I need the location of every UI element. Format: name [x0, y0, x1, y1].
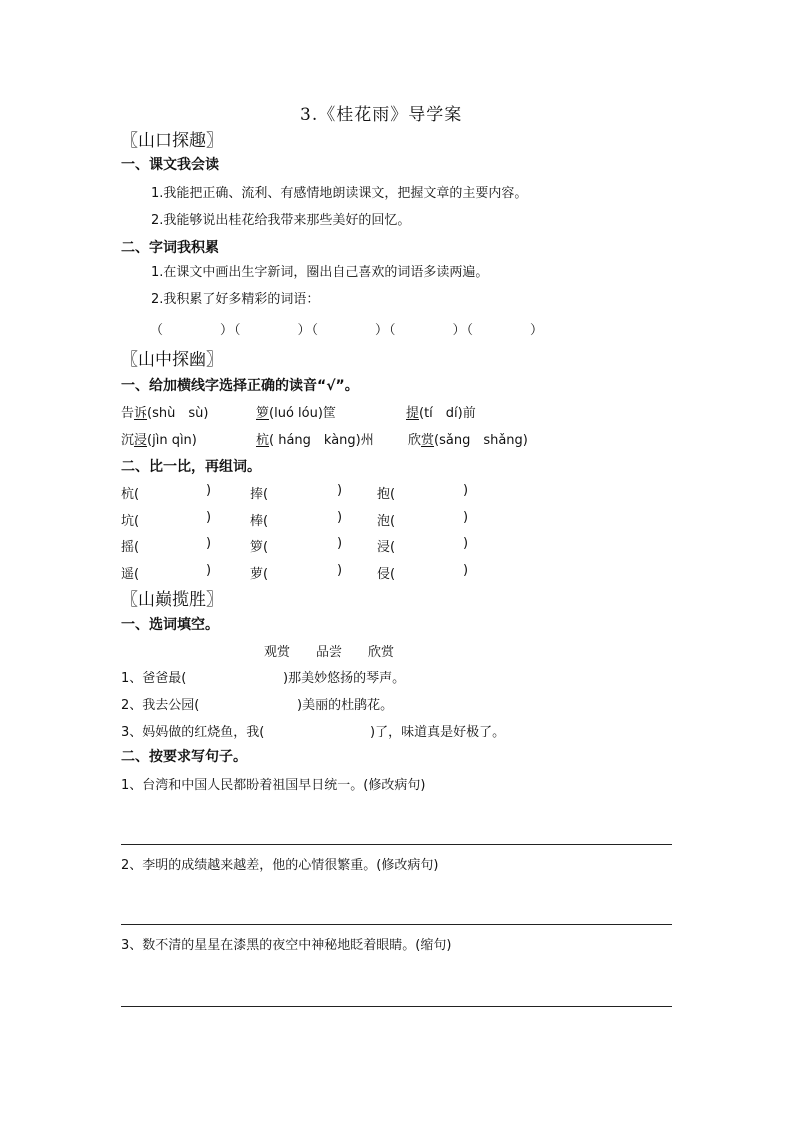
compare-cell[interactable]: 箩(: [250, 540, 269, 555]
pron-item[interactable]: 沉浸(jìn qìn): [121, 433, 197, 448]
answer-line-2[interactable]: [121, 924, 672, 925]
fill-item-1-start: 1、爸爸最(: [121, 671, 187, 686]
pron-item[interactable]: 告诉(shù sù): [121, 406, 209, 421]
compare-cell[interactable]: 捧(: [250, 487, 269, 502]
word-choices: 观赏 品尝 欣赏: [264, 645, 395, 660]
compare-cell[interactable]: 抱(: [377, 487, 396, 502]
compare-close: ): [337, 483, 343, 498]
section-heading-shandian: 〖山巅揽胜〗: [121, 590, 223, 610]
compare-cell[interactable]: 杭(: [121, 487, 140, 502]
compare-cell[interactable]: 侵(: [377, 567, 396, 582]
subheading-rewrite: 二、按要求写句子。: [121, 749, 247, 765]
underlined-char: 赏: [421, 433, 435, 448]
fill-item-3-start: 3、妈妈做的红烧鱼，我(: [121, 725, 265, 740]
underlined-char: 浸: [134, 433, 148, 448]
compare-cell[interactable]: 浸(: [377, 540, 396, 555]
vocab-item-1: 1.在课文中画出生字新词，圈出自己喜欢的词语多读两遍。: [151, 265, 489, 280]
rewrite-item-3: 3、数不清的星星在漆黑的夜空中神秘地眨着眼睛。(缩句): [121, 938, 452, 953]
compare-close: ): [337, 563, 343, 578]
subheading-fill-blank: 一、选词填空。: [121, 617, 219, 633]
subheading-compare: 二、比一比，再组词。: [121, 459, 261, 475]
reading-item-1: 1.我能把正确、流利、有感情地朗读课文，把握文章的主要内容。: [151, 186, 528, 201]
underlined-char: 杭: [256, 433, 270, 448]
vocab-item-2: 2.我积累了好多精彩的词语：: [151, 292, 320, 307]
pron-item[interactable]: 杭( háng kàng)州: [256, 433, 374, 448]
answer-line-3[interactable]: [121, 1006, 672, 1007]
pron-item[interactable]: 欣赏(sǎng shǎng): [408, 433, 528, 448]
compare-close: ): [206, 536, 212, 551]
fill-item-2-start: 2、我去公园(: [121, 698, 200, 713]
underlined-char: 提: [406, 406, 420, 421]
answer-line-1[interactable]: [121, 844, 672, 845]
subheading-reading: 一、课文我会读: [121, 157, 219, 173]
compare-close: ): [337, 510, 343, 525]
underlined-char: 箩: [256, 406, 270, 421]
fill-item-1-end: )那美妙悠扬的琴声。: [283, 671, 406, 686]
compare-cell[interactable]: 萝(: [250, 567, 269, 582]
compare-cell[interactable]: 棒(: [250, 514, 269, 529]
reading-item-2: 2.我能够说出桂花给我带来那些美好的回忆。: [151, 213, 411, 228]
compare-close: ): [206, 510, 212, 525]
compare-close: ): [463, 536, 469, 551]
vocab-blanks[interactable]: （ ）（ ）（ ）（ ）（ ）: [150, 323, 545, 338]
underlined-char: 诉: [134, 406, 148, 421]
compare-close: ): [463, 483, 469, 498]
compare-close: ): [463, 563, 469, 578]
subheading-pronunciation: 一、给加横线字选择正确的读音“√”。: [121, 378, 359, 394]
fill-item-3-end: )了，味道真是好极了。: [370, 725, 506, 740]
compare-close: ): [206, 483, 212, 498]
rewrite-item-2: 2、李明的成绩越来越差，他的心情很繁重。(修改病句): [121, 858, 439, 873]
rewrite-item-1: 1、台湾和中国人民都盼着祖国早日统一。(修改病句): [121, 778, 426, 793]
pron-item[interactable]: 提(tí dí)前: [406, 406, 476, 421]
section-heading-shanzhong: 〖山中探幽〗: [121, 350, 223, 370]
section-heading-shankou: 〖山口探趣〗: [121, 131, 223, 151]
compare-cell[interactable]: 遥(: [121, 567, 140, 582]
compare-close: ): [463, 510, 469, 525]
compare-cell[interactable]: 坑(: [121, 514, 140, 529]
compare-close: ): [206, 563, 212, 578]
pron-item[interactable]: 箩(luó lóu)筐: [256, 406, 336, 421]
compare-cell[interactable]: 摇(: [121, 540, 140, 555]
fill-item-2-end: )美丽的杜鹃花。: [297, 698, 394, 713]
compare-cell[interactable]: 泡(: [377, 514, 396, 529]
page-title: 3.《桂花雨》导学案: [300, 105, 463, 125]
compare-close: ): [337, 536, 343, 551]
subheading-vocab: 二、字词我积累: [121, 240, 219, 256]
